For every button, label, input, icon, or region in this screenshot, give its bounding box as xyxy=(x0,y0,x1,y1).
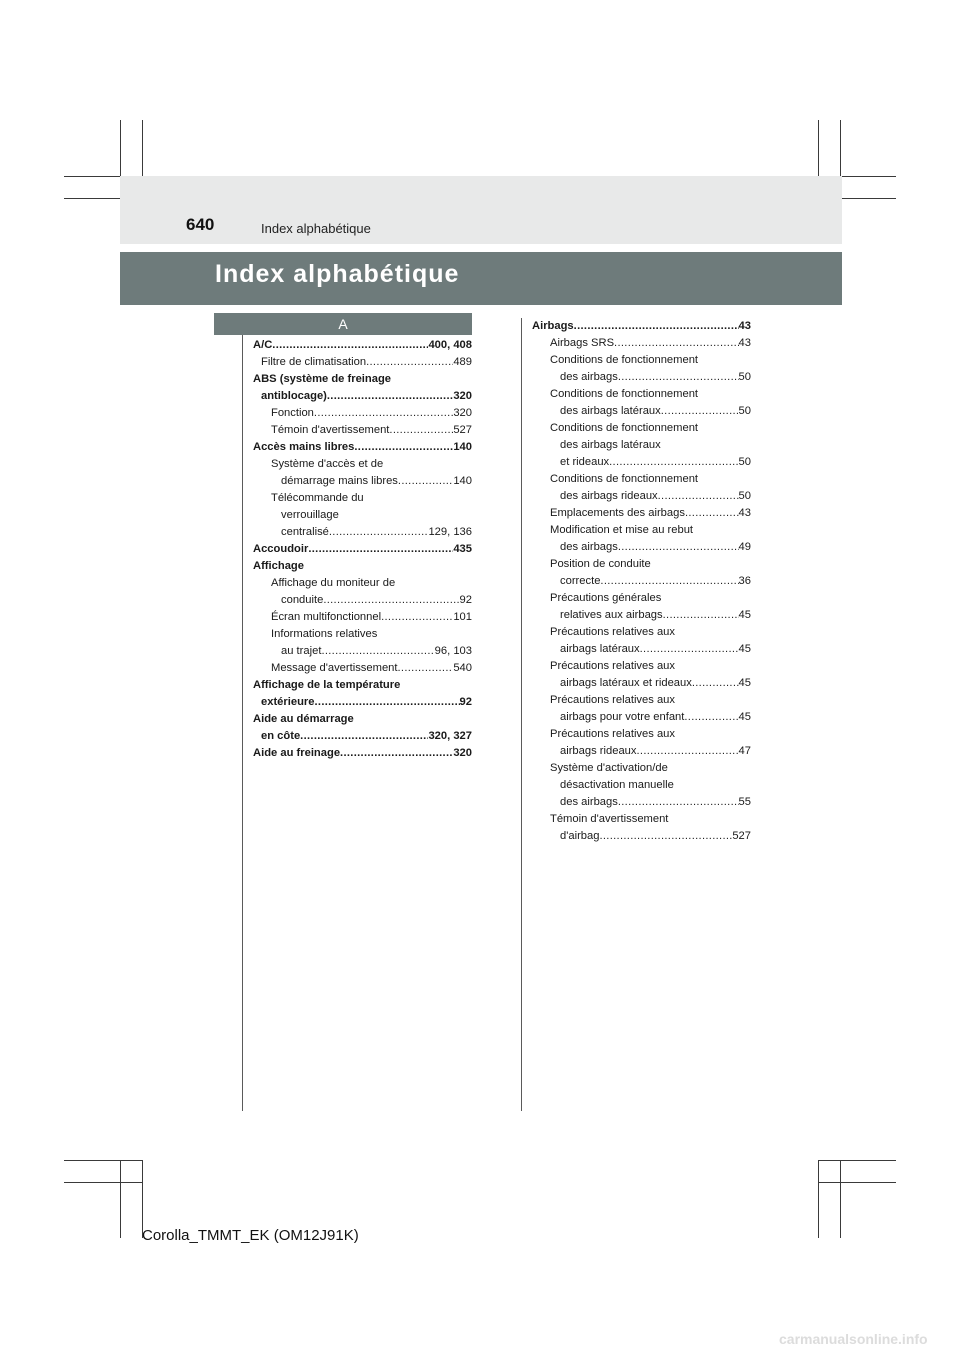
index-entry-page: 527 xyxy=(453,424,472,436)
index-entry xyxy=(532,420,751,437)
index-entry xyxy=(532,454,751,471)
index-entry-page: 320, 327 xyxy=(428,730,472,742)
index-entry-text: airbags rideaux xyxy=(560,745,637,757)
index-entry xyxy=(253,337,472,354)
index-entry-page: 96, 103 xyxy=(434,645,472,657)
index-entry xyxy=(253,609,472,626)
index-entry-text: Informations relatives xyxy=(271,628,378,640)
index-entry-text: antiblocage) xyxy=(261,390,327,402)
index-entry xyxy=(532,726,751,743)
dot-leader xyxy=(308,541,453,558)
index-entry-text: A/C xyxy=(253,339,273,351)
dot-leader xyxy=(354,439,453,456)
index-entry-page: 101 xyxy=(453,611,472,623)
index-entry xyxy=(532,386,751,403)
dot-leader xyxy=(618,794,739,811)
index-entry-page: 49 xyxy=(738,541,751,553)
index-entry xyxy=(253,694,472,711)
index-entry xyxy=(532,403,751,420)
index-entry-text: des airbags latéraux xyxy=(560,405,661,417)
page-number: 640 xyxy=(186,215,215,234)
index-entry-text: des airbags latéraux xyxy=(560,439,661,451)
dot-leader xyxy=(398,473,453,490)
index-entry xyxy=(253,388,472,405)
index-entry-text: airbags pour votre enfant xyxy=(560,711,685,723)
dot-leader xyxy=(389,422,453,439)
index-entry xyxy=(532,624,751,641)
index-entry-page: 43 xyxy=(738,507,751,519)
index-entry-text: Conditions de fonctionnement xyxy=(550,422,699,434)
index-entry-page: 527 xyxy=(732,830,751,842)
crop-mark xyxy=(64,1182,142,1183)
index-entry-text: Aide au freinage xyxy=(253,747,341,759)
index-entry-page: 489 xyxy=(453,356,472,368)
index-entry xyxy=(253,626,472,643)
index-entry xyxy=(532,352,751,369)
index-entry xyxy=(532,760,751,777)
index-entry xyxy=(253,745,472,762)
dot-leader xyxy=(321,643,434,660)
index-entry-text: désactivation manuelle xyxy=(560,779,674,791)
index-entry-text: Fonction xyxy=(271,407,314,419)
index-entry xyxy=(532,828,751,845)
index-entry-text: relatives aux airbags xyxy=(560,609,663,621)
index-entry-page: 140 xyxy=(453,475,472,487)
index-entry-page: 50 xyxy=(738,371,751,383)
index-entry xyxy=(532,607,751,624)
index-entry-text: Conditions de fonctionnement xyxy=(550,354,699,366)
index-entry-page: 129, 136 xyxy=(428,526,472,538)
index-entry-text: centralisé xyxy=(281,526,329,538)
dot-leader xyxy=(637,743,739,760)
index-entry-text: Système d'accès et de xyxy=(271,458,384,470)
index-entry xyxy=(253,507,472,524)
dot-leader xyxy=(609,454,738,471)
model-label: Corolla_TMMT_EK (OM12J91K) xyxy=(142,1227,359,1244)
index-entry-page: 435 xyxy=(453,543,472,555)
crop-mark xyxy=(840,1160,841,1238)
index-entry-text: Airbags SRS xyxy=(550,337,615,349)
index-entry xyxy=(253,558,472,575)
index-entry-page: 320 xyxy=(453,747,472,759)
index-entry-page: 140 xyxy=(453,441,472,453)
index-entry xyxy=(253,405,472,422)
dot-leader xyxy=(314,405,453,422)
index-entry-text: Affichage du moniteur de xyxy=(271,577,396,589)
index-entry-page: 45 xyxy=(738,609,751,621)
index-entry-text: Système d'activation/de xyxy=(550,762,668,774)
index-entry-page: 92 xyxy=(459,696,472,708)
index-entry xyxy=(532,794,751,811)
index-entry xyxy=(253,660,472,677)
crop-mark xyxy=(818,1160,896,1161)
dot-leader xyxy=(640,641,739,658)
index-entry-text: Airbags xyxy=(532,320,574,332)
index-entry-page: 320 xyxy=(453,407,472,419)
index-entry xyxy=(532,658,751,675)
index-entry-text: Précautions générales xyxy=(550,592,662,604)
dot-leader xyxy=(272,337,428,354)
index-entry xyxy=(532,369,751,386)
index-entry-page: 45 xyxy=(738,711,751,723)
index-entry-text: airbags latéraux et rideaux xyxy=(560,677,692,689)
index-entry-page: 47 xyxy=(738,745,751,757)
index-entry-page: 45 xyxy=(738,677,751,689)
index-entry-page: 400, 408 xyxy=(428,339,472,351)
index-entry-page: 45 xyxy=(738,643,751,655)
index-entry-text: ABS (système de freinage xyxy=(253,373,392,385)
index-entry-text: Témoin d'avertissement xyxy=(550,813,669,825)
index-entry-text: d'airbag xyxy=(560,830,600,842)
index-entry xyxy=(532,335,751,352)
dot-leader xyxy=(614,335,739,352)
index-entry-text: Aide au démarrage xyxy=(253,713,354,725)
dot-leader xyxy=(574,318,739,335)
dot-leader xyxy=(684,709,738,726)
index-entry xyxy=(253,643,472,660)
dot-leader xyxy=(658,488,739,505)
dot-leader xyxy=(685,505,739,522)
index-entry xyxy=(532,471,751,488)
crop-mark xyxy=(818,1160,819,1238)
index-column-left xyxy=(253,337,472,762)
dot-leader xyxy=(661,403,739,420)
index-entry-text: conduite xyxy=(281,594,324,606)
index-entry-page: 50 xyxy=(738,456,751,468)
dot-leader xyxy=(692,675,739,692)
index-entry-text: Emplacements des airbags xyxy=(550,507,685,519)
index-entry-text: airbags latéraux xyxy=(560,643,640,655)
index-entry-page: 55 xyxy=(738,796,751,808)
index-entry-text: Témoin d'avertissement xyxy=(271,424,390,436)
dot-leader xyxy=(329,524,429,541)
page-title: Index alphabétique xyxy=(215,260,460,288)
dot-leader xyxy=(315,694,460,711)
index-entry-page: 36 xyxy=(738,575,751,587)
index-entry xyxy=(532,318,751,335)
index-entry xyxy=(532,522,751,539)
dot-leader xyxy=(663,607,739,624)
index-entry xyxy=(253,456,472,473)
index-entry-text: Modification et mise au rebut xyxy=(550,524,694,536)
index-entry-text: Accoudoir xyxy=(253,543,309,555)
dot-leader xyxy=(366,354,453,371)
index-entry-text: au trajet xyxy=(281,645,322,657)
index-entry-text: verrouillage xyxy=(281,509,339,521)
index-entry xyxy=(532,709,751,726)
index-entry-text: Message d'avertissement xyxy=(271,662,398,674)
index-entry xyxy=(253,490,472,507)
index-entry xyxy=(532,811,751,828)
index-entry xyxy=(253,439,472,456)
index-entry-text: Précautions relatives aux xyxy=(550,660,675,672)
index-entry xyxy=(253,728,472,745)
index-entry-text: Filtre de climatisation xyxy=(261,356,367,368)
index-entry-text: Accès mains libres xyxy=(253,441,355,453)
dot-leader xyxy=(381,609,453,626)
index-entry-text: démarrage mains libres xyxy=(281,475,398,487)
index-entry xyxy=(253,371,472,388)
index-entry-text: correcte xyxy=(560,575,601,587)
index-entry-text: Conditions de fonctionnement xyxy=(550,473,699,485)
dot-leader xyxy=(323,592,459,609)
dot-leader xyxy=(327,388,453,405)
index-entry-text: Écran multifonctionnel xyxy=(271,611,382,623)
index-entry-text: Conditions de fonctionnement xyxy=(550,388,699,400)
index-entry-text: Précautions relatives aux xyxy=(550,626,675,638)
index-entry xyxy=(253,473,472,490)
index-entry-text: des airbags xyxy=(560,371,618,383)
index-entry-page: 43 xyxy=(738,320,751,332)
index-entry-text: Affichage xyxy=(253,560,304,572)
dot-leader xyxy=(300,728,428,745)
index-column-right xyxy=(532,318,751,845)
dot-leader xyxy=(340,745,453,762)
index-entry xyxy=(253,592,472,609)
index-entry xyxy=(532,743,751,760)
index-entry xyxy=(253,541,472,558)
index-entry-text: extérieure xyxy=(261,696,315,708)
index-entry xyxy=(253,711,472,728)
index-entry xyxy=(253,677,472,694)
index-entry xyxy=(532,777,751,794)
index-entry xyxy=(532,505,751,522)
index-entry xyxy=(532,488,751,505)
dot-leader xyxy=(398,660,454,677)
dot-leader xyxy=(600,573,738,590)
index-entry xyxy=(532,641,751,658)
index-entry-page: 92 xyxy=(459,594,472,606)
index-entry xyxy=(532,539,751,556)
running-title: Index alphabétique xyxy=(261,221,371,236)
index-entry-text: des airbags rideaux xyxy=(560,490,658,502)
index-entry xyxy=(532,692,751,709)
index-entry-text: Télécommande du xyxy=(271,492,364,504)
index-entry-text: Précautions relatives aux xyxy=(550,694,675,706)
index-entry xyxy=(253,524,472,541)
index-entry xyxy=(532,675,751,692)
index-entry-text: Position de conduite xyxy=(550,558,651,570)
index-entry-page: 50 xyxy=(738,490,751,502)
index-entry xyxy=(532,437,751,454)
crop-mark xyxy=(120,1160,121,1238)
index-entry-page: 320 xyxy=(453,390,472,402)
section-letter-tab: A xyxy=(214,313,472,335)
index-entry xyxy=(253,575,472,592)
crop-mark xyxy=(818,1182,896,1183)
index-entry-text: et rideaux xyxy=(560,456,610,468)
index-entry-page: 43 xyxy=(738,337,751,349)
index-entry-text: Précautions relatives aux xyxy=(550,728,675,740)
index-entry-page: 540 xyxy=(453,662,472,674)
dot-leader xyxy=(618,369,739,386)
dot-leader xyxy=(599,828,732,845)
index-entry xyxy=(532,590,751,607)
index-entry xyxy=(532,573,751,590)
index-entry xyxy=(532,556,751,573)
crop-mark xyxy=(64,1160,142,1161)
column-rule-middle xyxy=(521,318,522,1111)
watermark: carmanualsonline.info xyxy=(779,1331,928,1347)
index-entry-page: 50 xyxy=(738,405,751,417)
index-entry-text: des airbags xyxy=(560,541,618,553)
index-entry-text: des airbags xyxy=(560,796,618,808)
index-entry xyxy=(253,422,472,439)
dot-leader xyxy=(618,539,739,556)
index-entry-text: Affichage de la température xyxy=(253,679,401,691)
column-rule-left xyxy=(242,335,243,1111)
index-entry-text: en côte xyxy=(261,730,301,742)
index-entry xyxy=(253,354,472,371)
header-band xyxy=(120,176,842,244)
